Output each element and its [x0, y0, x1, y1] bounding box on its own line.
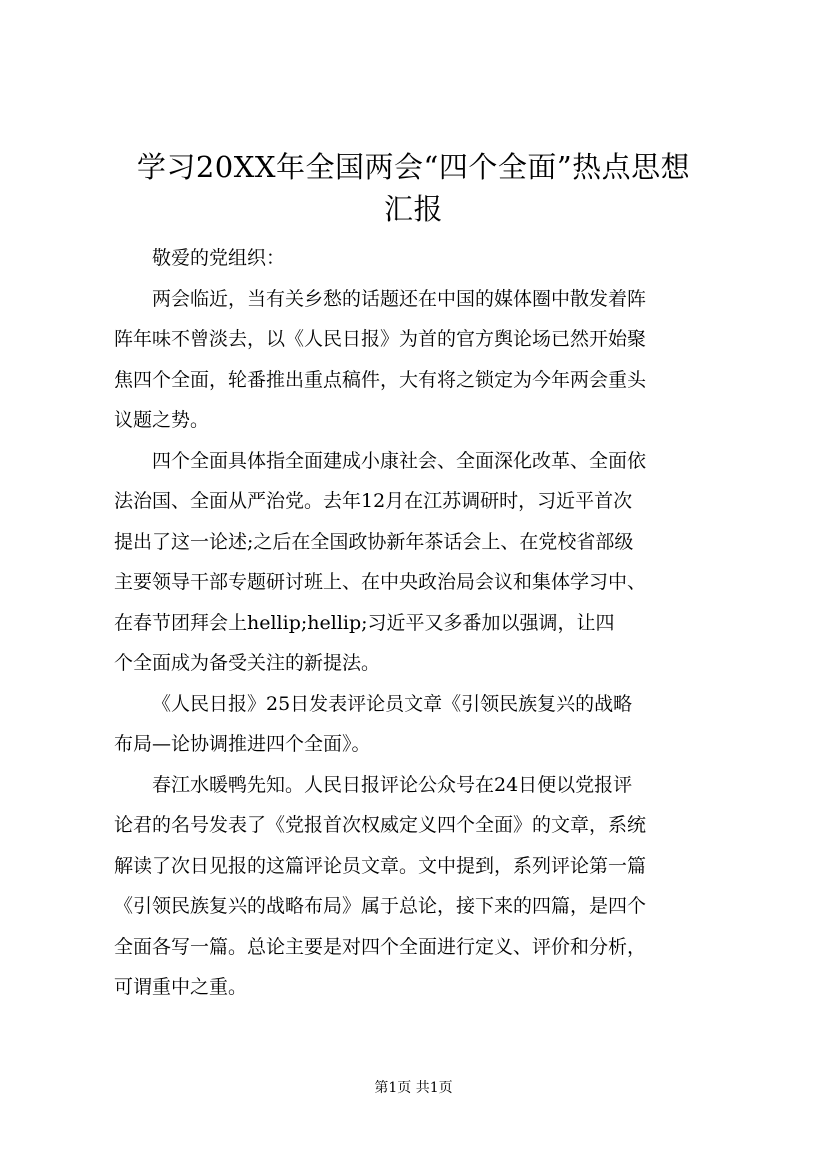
- paragraph-line: 春江水暖鸭先知。人民日报评论公众号在24日便以党报评: [152, 773, 633, 796]
- paragraph-line: 提出了这一论述;之后在全国政协新年茶话会上、在党校省部级: [114, 530, 634, 553]
- paragraph-line: 焦四个全面，轮番推出重点稿件，大有将之锁定为今年两会重头: [114, 368, 647, 391]
- paragraph-line: 《引领民族复兴的战略布局》属于总论，接下来的四篇，是四个: [114, 895, 647, 917]
- paragraph-2: [114, 441, 744, 684]
- paragraph-line: 论君的名号发表了《党报首次权威定义四个全面》的文章，系统: [114, 814, 647, 836]
- title-line-2: 汇报: [383, 192, 443, 226]
- document-body: [114, 238, 744, 1008]
- document-title: [100, 146, 727, 230]
- page-footer: 第1页 共1页: [374, 1080, 453, 1096]
- salutation-text: 敬爱的党组织：: [152, 247, 286, 269]
- paragraph-line: 主要领导干部专题研讨班上、在中央政治局会议和集体学习中、: [114, 571, 647, 593]
- paragraph-line: 可谓重中之重。: [114, 976, 248, 998]
- paragraph-line: 全面各写一篇。总论主要是对四个全面进行定义、评价和分析，: [114, 935, 647, 958]
- title-line-1: 学习20XX年全国两会“四个全面”热点思想: [136, 150, 691, 184]
- paragraph-4: [114, 765, 744, 1008]
- salutation: [114, 238, 744, 279]
- paragraph-line: 两会临近，当有关乡愁的话题还在中国的媒体圈中散发着阵: [152, 287, 647, 310]
- paragraph-line: 法治国、全面从严治党。去年12月在江苏调研时，习近平首次: [114, 490, 633, 512]
- paragraph-line: 议题之势。: [114, 409, 210, 431]
- paragraph-line: 布局—论协调推进四个全面》。: [114, 733, 371, 755]
- paragraph-line: 解读了次日见报的这篇评论员文章。文中提到，系列评论第一篇: [114, 854, 647, 877]
- paragraph-line: 阵年味不曾淡去，以《人民日报》为首的官方舆论场已然开始聚: [114, 328, 647, 350]
- paragraph-line: 个全面成为备受关注的新提法。: [114, 652, 381, 674]
- paragraph-1: [114, 279, 744, 441]
- paragraph-3: [114, 684, 744, 765]
- paragraph-line: 《人民日报》25日发表评论员文章《引领民族复兴的战略: [152, 692, 633, 715]
- paragraph-line: 四个全面具体指全面建成小康社会、全面深化改革、全面依: [152, 449, 647, 472]
- paragraph-line: 在春节团拜会上hellip;hellip;习近平又多番加以强调，让四: [114, 611, 615, 634]
